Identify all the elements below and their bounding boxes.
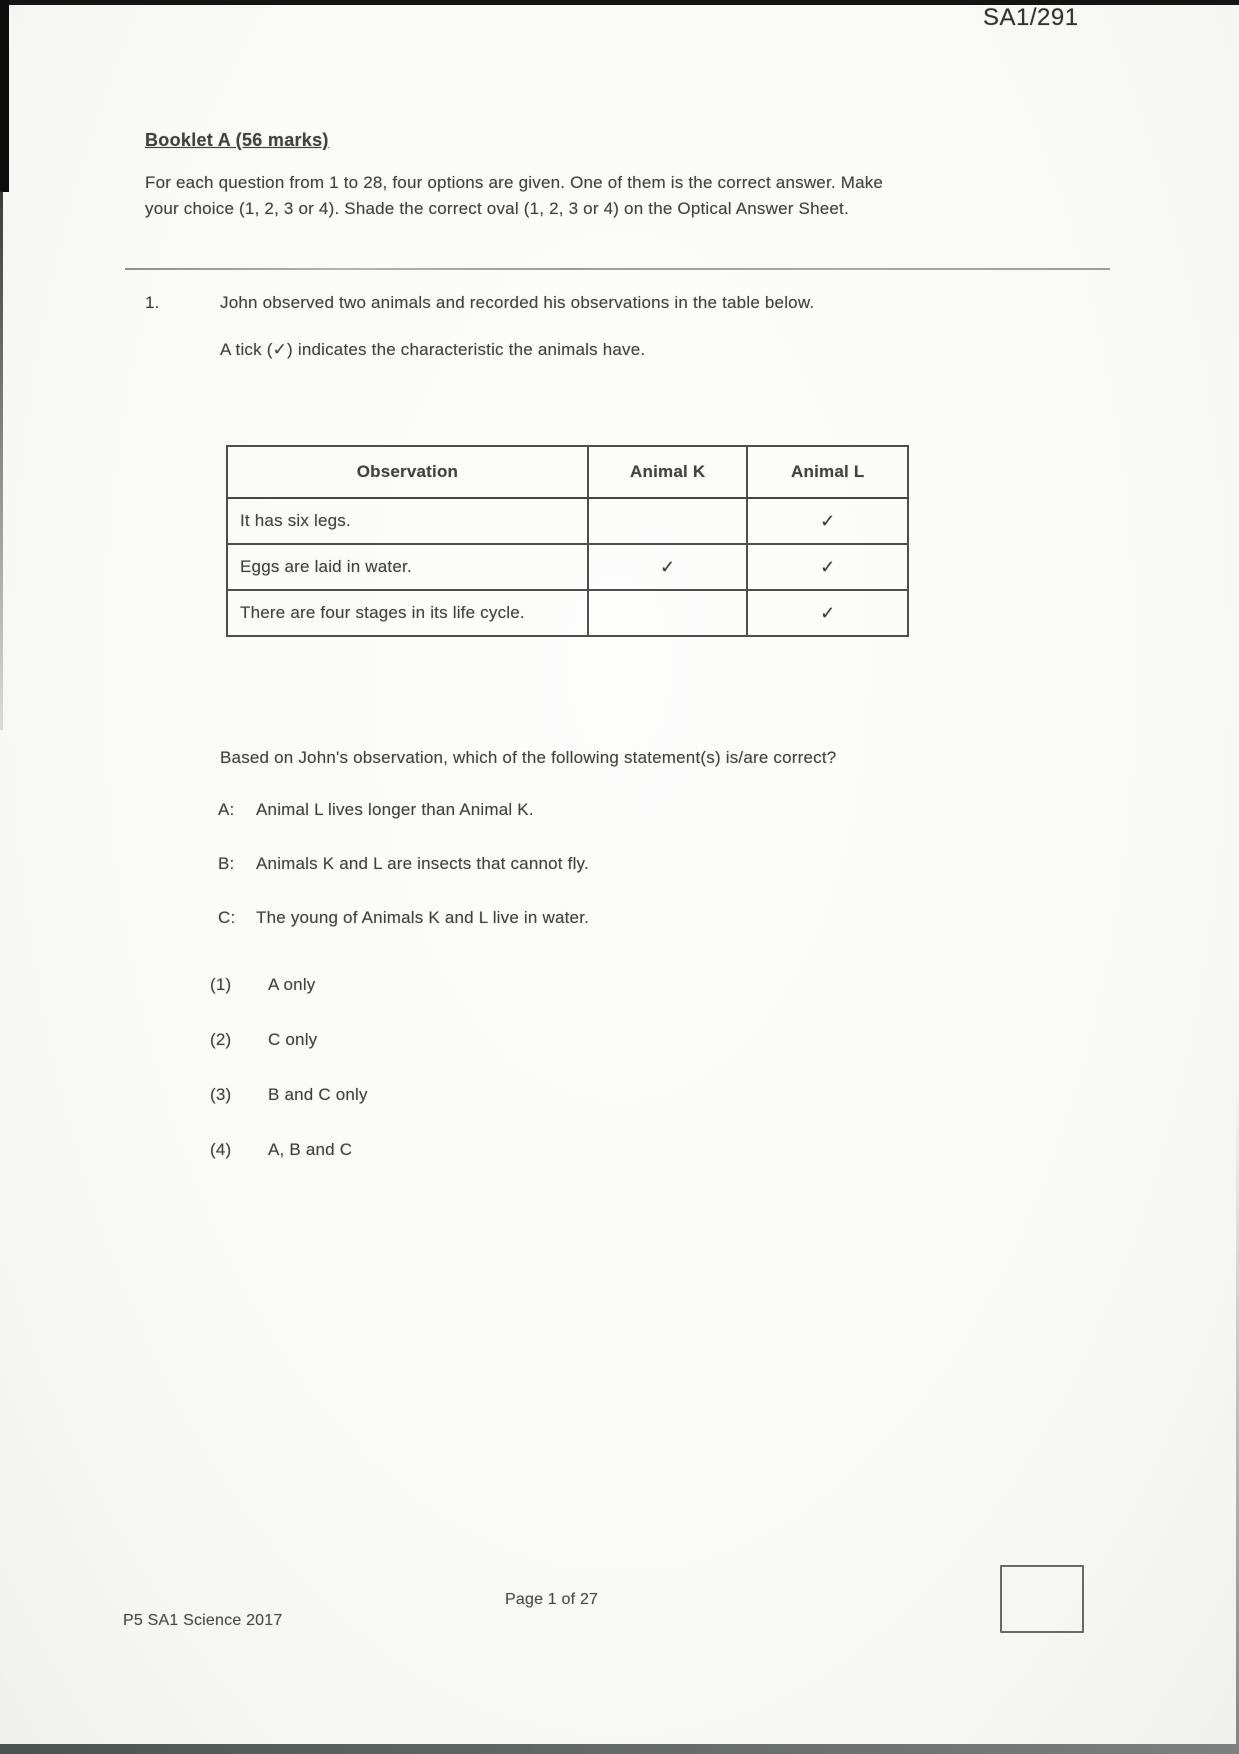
observation-table xyxy=(226,445,909,637)
question-prompt: Based on John's observation, which of the following statement(s) is/are correct? xyxy=(220,748,837,767)
statement-a xyxy=(218,800,589,820)
scan-artifact-bottom-bar xyxy=(0,1744,1239,1754)
question-number: 1. xyxy=(145,293,160,312)
booklet-title: Booklet A (56 marks) xyxy=(145,130,329,150)
table-header-row xyxy=(227,446,908,498)
column-header-animal-k: Animal K xyxy=(588,446,748,498)
booklet-instructions xyxy=(145,170,1005,222)
statement-c xyxy=(218,908,589,928)
option-number: (4) xyxy=(210,1140,232,1159)
observation-cell: There are four stages in its life cycle. xyxy=(227,590,588,636)
answer-option-1 xyxy=(210,975,368,995)
statements-list xyxy=(218,800,589,962)
statement-text: Animal L lives longer than Animal K. xyxy=(256,800,534,819)
instructions-line-1: For each question from 1 to 28, four options are given. One of them is the correct answer. Make xyxy=(145,173,884,192)
statement-label: C: xyxy=(218,908,236,927)
paper-title-footer: P5 SA1 Science 2017 xyxy=(123,1612,283,1629)
tick-icon: ✓ xyxy=(747,544,908,590)
option-number: (1) xyxy=(210,975,232,994)
tick-note: A tick (✓) indicates the characteristic the animals have. xyxy=(220,340,646,359)
option-number: (3) xyxy=(210,1085,232,1104)
statement-text: Animals K and L are insects that cannot fly. xyxy=(256,854,589,873)
observation-cell: It has six legs. xyxy=(227,498,588,544)
table-row xyxy=(227,498,908,544)
option-number: (2) xyxy=(210,1030,232,1049)
statement-b xyxy=(218,854,589,874)
option-text: A only xyxy=(268,975,316,994)
tick-icon: ✓ xyxy=(747,498,908,544)
answer-option-3 xyxy=(210,1085,368,1105)
answer-options-list xyxy=(210,975,368,1195)
question-1 xyxy=(145,293,1045,313)
option-text: B and C only xyxy=(268,1085,368,1104)
blank-marks-box xyxy=(1000,1565,1084,1633)
column-header-observation: Observation xyxy=(227,446,588,498)
scan-artifact-left-bar xyxy=(0,0,9,192)
statement-label: B: xyxy=(218,854,235,873)
tick-icon: ✓ xyxy=(747,590,908,636)
instructions-line-2: your choice (1, 2, 3 or 4). Shade the correct oval (1, 2, 3 or 4) on the Optical Answer Sheet. xyxy=(145,199,849,218)
option-text: A, B and C xyxy=(268,1140,353,1159)
answer-option-4 xyxy=(210,1140,368,1160)
table-row xyxy=(227,544,908,590)
observation-cell: Eggs are laid in water. xyxy=(227,544,588,590)
statement-text: The young of Animals K and L live in water. xyxy=(256,908,590,927)
table-row xyxy=(227,590,908,636)
section-divider xyxy=(125,268,1110,270)
page-number: Page 1 of 27 xyxy=(505,1591,599,1608)
tick-icon: ✓ xyxy=(588,544,748,590)
answer-option-2 xyxy=(210,1030,368,1050)
statement-label: A: xyxy=(218,800,235,819)
question-text: John observed two animals and recorded his observations in the table below. xyxy=(220,293,815,312)
document-code: SA1/291 xyxy=(983,4,1079,31)
animal-k-cell xyxy=(588,590,748,636)
animal-k-cell xyxy=(588,498,748,544)
column-header-animal-l: Animal L xyxy=(747,446,908,498)
option-text: C only xyxy=(268,1030,318,1049)
scan-artifact-left-line xyxy=(0,190,3,730)
